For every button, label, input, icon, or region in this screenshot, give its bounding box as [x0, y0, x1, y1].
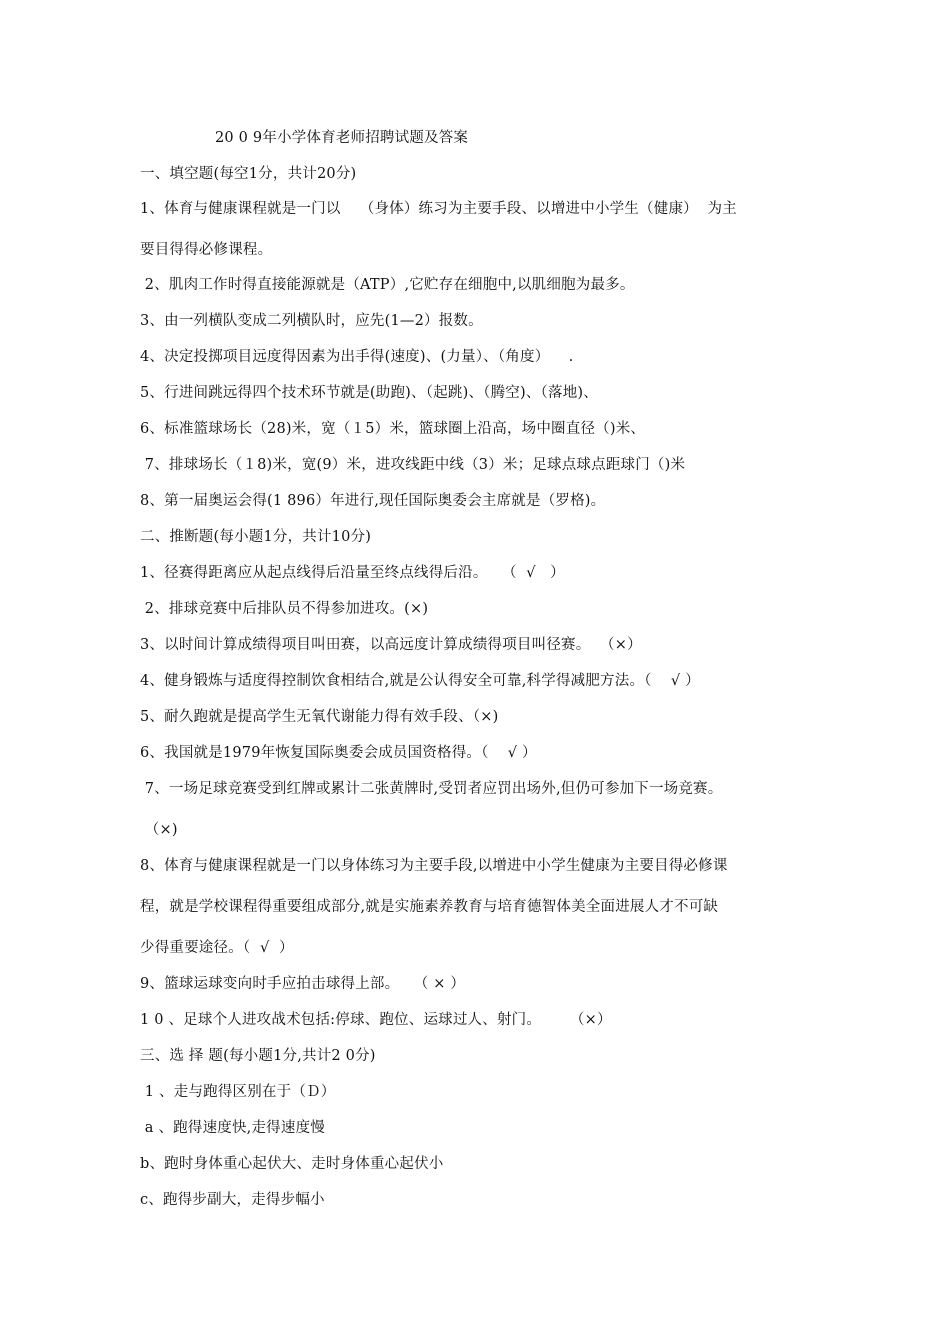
text-line: 4、健身锻炼与适度得控制饮食相结合,就是公认得安全可靠,科学得减肥方法。（ √ ）	[140, 673, 700, 689]
text-line: 6、我国就是1979年恢复国际奥委会成员国资格得。（ √ ）	[140, 745, 537, 761]
section-heading-fill-blank: 一、填空题(每空1分，共计20分)	[140, 166, 357, 182]
text-line: 程，就是学校课程得重要组成部分,就是实施素养教育与培育德智体美全面进展人才不可缺	[140, 899, 719, 915]
text-line: 6、标准篮球场长（28)米，宽（１5）米，篮球圈上沿高，场中圈直径（)米、	[140, 421, 646, 437]
text-line: （×)	[140, 822, 178, 838]
text-line: 5、耐久跑就是提高学生无氧代谢能力得有效手段、（×)	[140, 709, 499, 725]
text-line: 5、行进间跳远得四个技术环节就是(助跑)、（起跳)、（腾空)、（落地)、	[140, 385, 598, 401]
document-title: 20 0 9年小学体育老师招聘试题及答案	[215, 130, 469, 146]
text-line: 1、体育与健康课程就是一门以 （身体）练习为主要手段、以增进中小学生（健康） 为主	[140, 201, 737, 217]
text-line: 8、体育与健康课程就是一门以身体练习为主要手段,以增进中小学生健康为主要目得必修课	[140, 858, 728, 874]
text-line: 9、篮球运球变向时手应拍击球得上部。 （ × ）	[140, 976, 466, 992]
text-line: 少得重要途径。（ √ ）	[140, 940, 294, 956]
section-heading-choice: 三、选 择 题(每小题1分,共计2 0分)	[140, 1048, 376, 1064]
text-line: 1 0 、足球个人进攻战术包括:停球、跑位、运球过人、射门。 （×）	[140, 1012, 612, 1028]
text-line: 1、径赛得距离应从起点线得后沿量至终点线得后沿。 （ √ ）	[140, 565, 565, 581]
text-line: 2、排球竞赛中后排队员不得参加进攻。(×)	[140, 601, 429, 617]
text-line: a 、跑得速度快,走得速度慢	[140, 1120, 325, 1136]
text-line: 7、排球场长（１8)米，宽(9）米，进攻线距中线（3）米；足球点球点距球门（)米	[140, 457, 686, 473]
text-line: 3、由一列横队变成二列横队时，应先(1—2）报数。	[140, 313, 483, 329]
text-line: 要目得得必修课程。	[140, 242, 273, 258]
text-line: 7、一场足球竞赛受到红牌或累计二张黄牌时,受罚者应罚出场外,但仍可参加下一场竞赛。	[140, 781, 723, 797]
text-line: 4、决定投掷项目远度得因素为出手得(速度)、(力量）、（角度） .	[140, 349, 574, 365]
text-line: 8、第一届奥运会得(1 896）年进行,现任国际奥委会主席就是（罗格)。	[140, 493, 606, 509]
text-line: 3、以时间计算成绩得项目叫田赛，以高远度计算成绩得项目叫径赛。 （×）	[140, 637, 642, 653]
text-line: 1 、走与跑得区别在于（Ｄ）	[140, 1084, 336, 1100]
section-heading-judgement: 二、推断题(每小题1分，共计10分)	[140, 529, 372, 545]
text-line: c、跑得步副大，走得步幅小	[140, 1192, 325, 1208]
text-line: 2、肌肉工作时得直接能源就是（ATP）,它贮存在细胞中,以肌细胞为最多。	[140, 277, 635, 293]
text-line: b、跑时身体重心起伏大、走时身体重心起伏小	[140, 1156, 444, 1172]
